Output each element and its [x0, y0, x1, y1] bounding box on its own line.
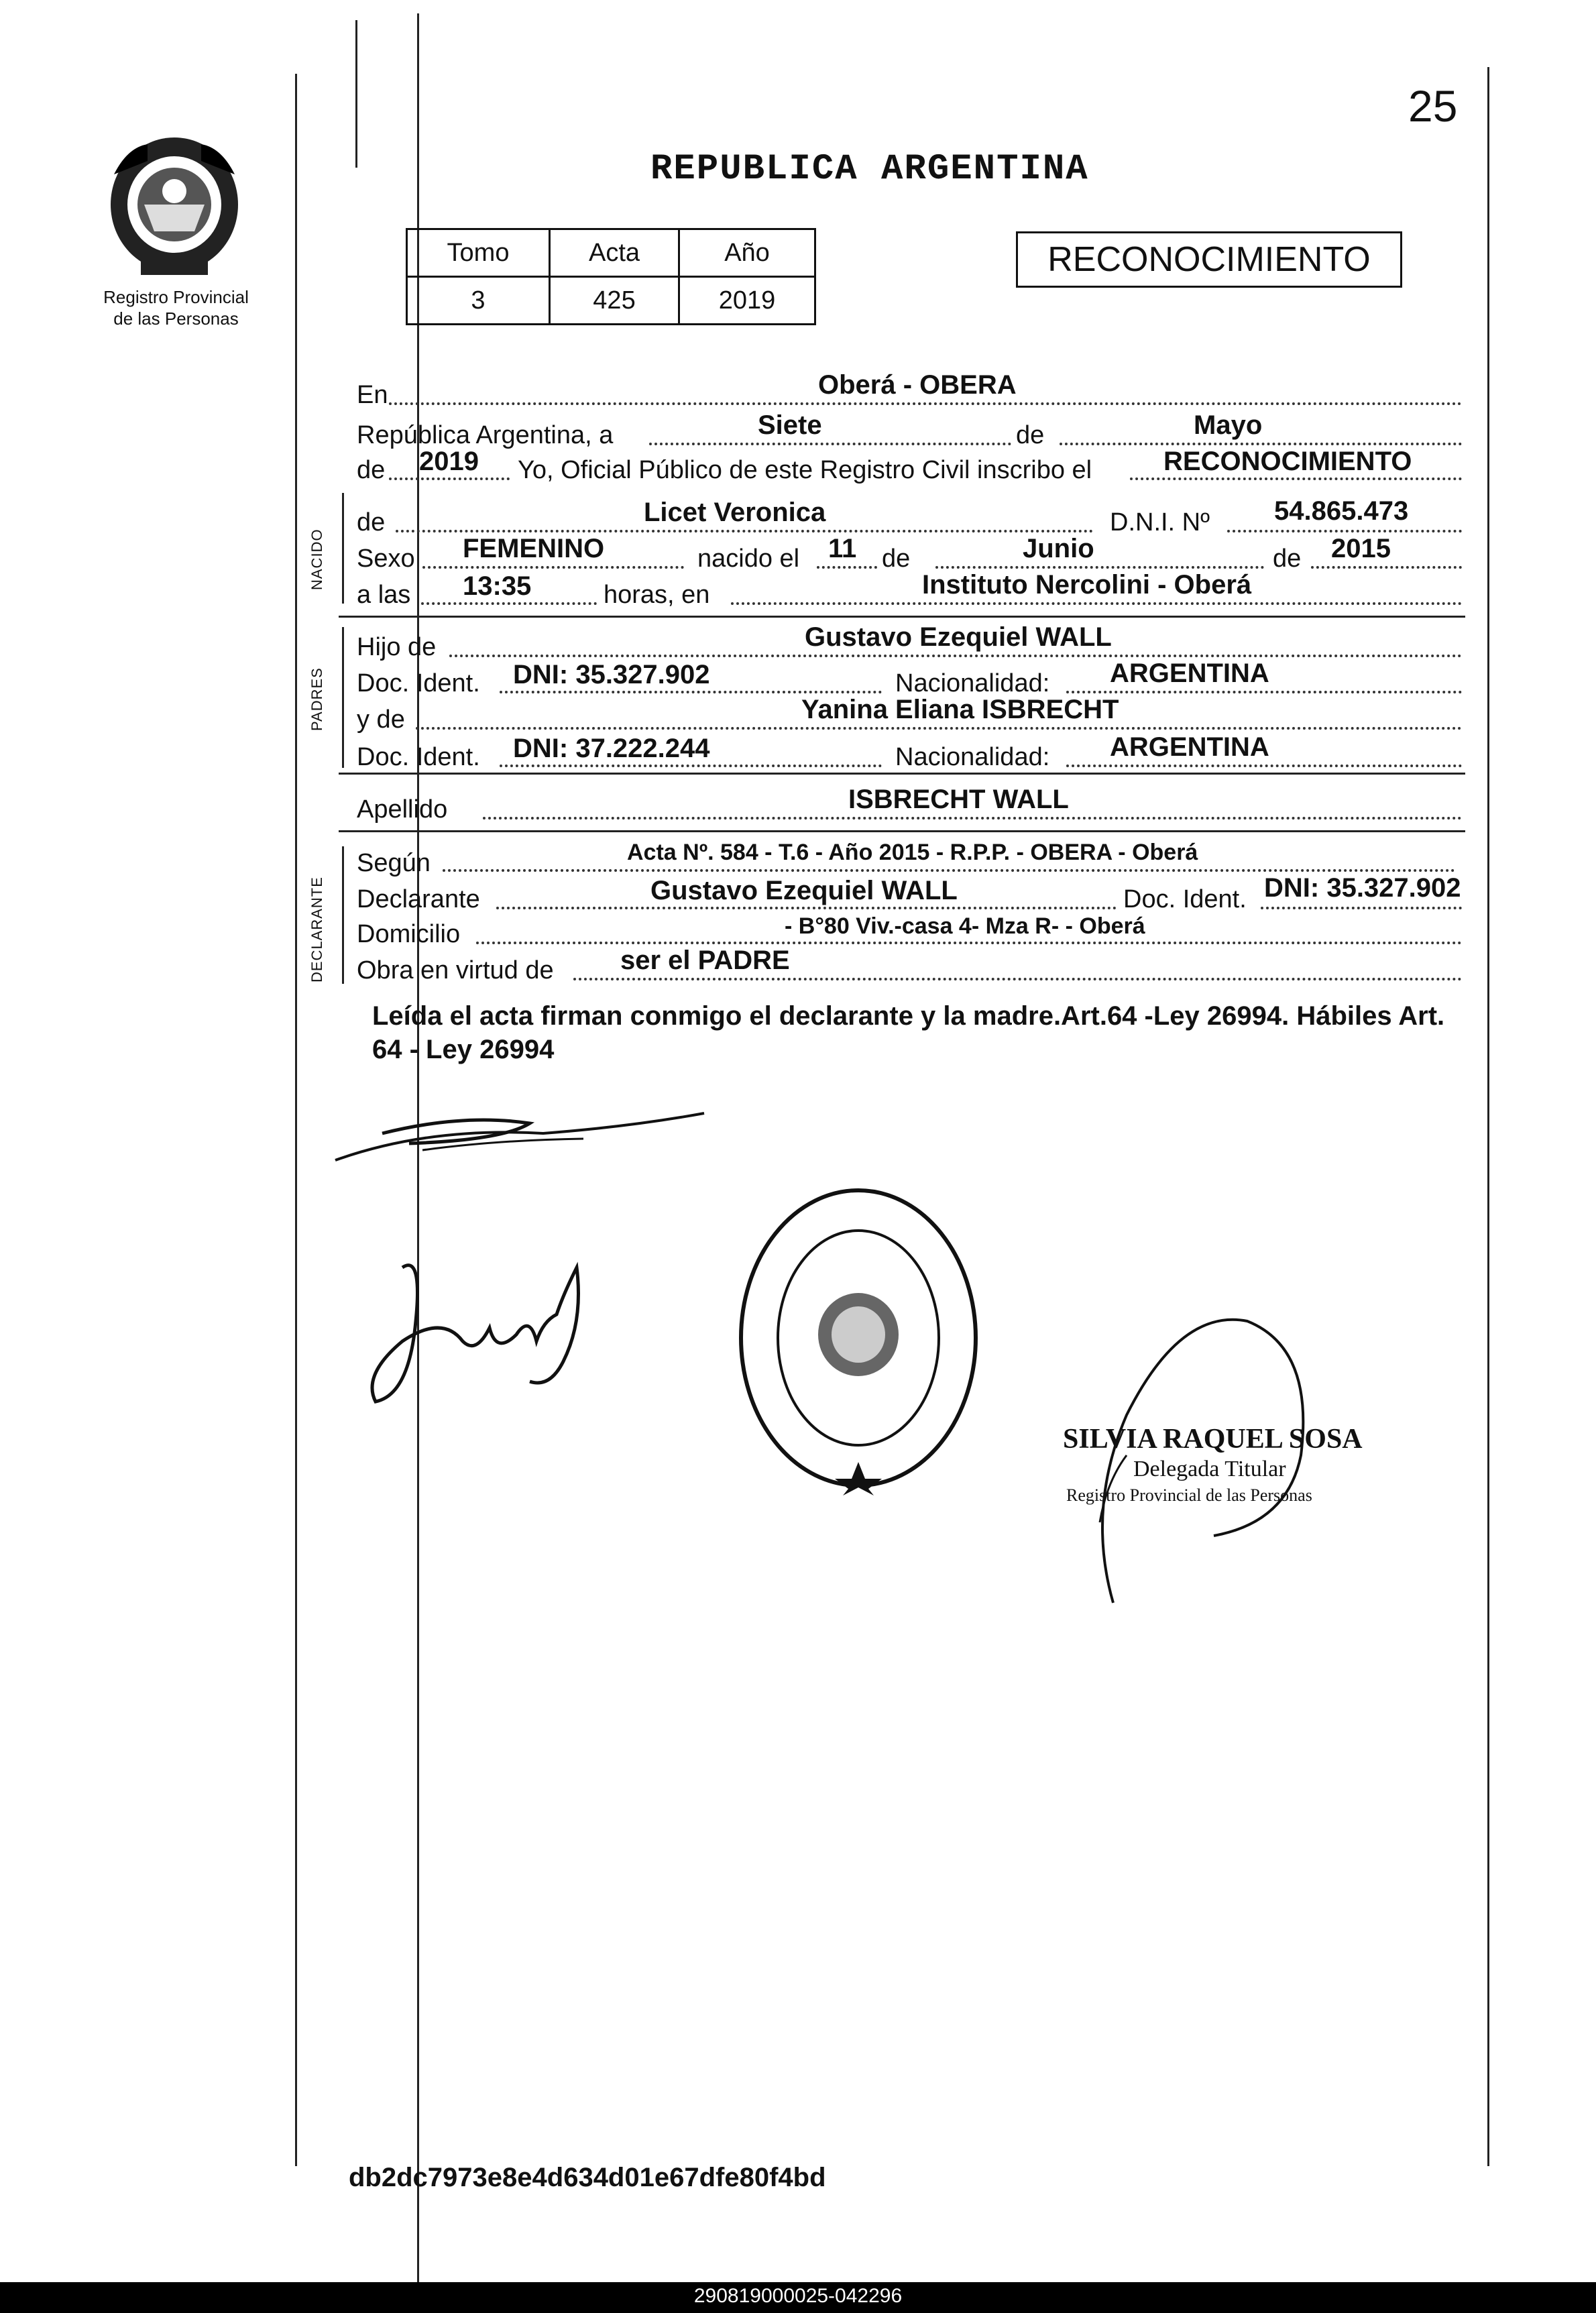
official-name: SILVIA RAQUEL SOSA	[1063, 1424, 1363, 1455]
section-divider-2	[339, 773, 1465, 775]
born-name-field	[396, 530, 1093, 532]
header-tomo: Tomo	[407, 229, 550, 277]
born-de-month-label: de	[882, 545, 911, 573]
father-name-field	[449, 655, 1462, 657]
born-name: Licet Veronica	[644, 498, 826, 527]
born-de-label: de	[357, 508, 386, 537]
born-place-field	[731, 602, 1462, 605]
place-field	[389, 402, 1462, 405]
document-hash: db2dc7973e8e4d634d01e67dfe80f4bd	[349, 2163, 826, 2192]
surname-value: ISBRECHT WALL	[848, 785, 1069, 814]
father-doc-field	[500, 691, 882, 693]
mother-nat-label: Nacionalidad:	[895, 743, 1050, 771]
born-section-label: NACIDO	[308, 528, 325, 590]
according-field	[443, 869, 1455, 872]
official-signature-icon	[1046, 1281, 1341, 1630]
month-field	[1060, 443, 1462, 445]
declarant-doc-label: Doc. Ident.	[1123, 885, 1247, 913]
value-tomo: 3	[407, 277, 550, 325]
declarant-doc: DNI: 35.327.902	[1264, 873, 1461, 903]
father-nat-label: Nacionalidad:	[895, 669, 1050, 697]
born-sex-field	[422, 566, 684, 569]
act-field	[1130, 477, 1462, 480]
value-acta: 425	[550, 277, 679, 325]
declarant-label: Declarante	[357, 885, 480, 913]
declarant-field	[496, 907, 1117, 909]
father-nat: ARGENTINA	[1110, 659, 1269, 688]
mother-nat: ARGENTINA	[1110, 732, 1269, 762]
mother-doc-field	[500, 765, 882, 767]
logo-caption-line2: de las Personas	[113, 308, 239, 329]
born-on-label: nacido el	[697, 545, 800, 573]
registry-statement: Yo, Oficial Público de este Registro Civil inscribo el	[518, 456, 1092, 484]
inner-margin-line	[355, 20, 357, 168]
left-margin-line	[295, 74, 297, 2166]
born-year-field	[1311, 566, 1462, 569]
day-field	[649, 443, 1011, 445]
son-of-label: Hijo de	[357, 633, 437, 661]
acts-label: Obra en virtud de	[357, 956, 554, 984]
father-doc: DNI: 35.327.902	[513, 660, 710, 689]
date-de-label: de	[1016, 421, 1045, 449]
born-month: Junio	[1023, 534, 1094, 563]
logo-caption-line1: Registro Provincial	[103, 287, 249, 307]
mother-name-field	[416, 727, 1462, 730]
born-day-field	[817, 566, 877, 569]
parents-section-label: PADRES	[308, 667, 325, 731]
registry-stamp	[731, 1180, 986, 1499]
date-day: Siete	[758, 410, 822, 440]
section-divider-1	[339, 616, 1465, 618]
mother-doc: DNI: 37.222.244	[513, 734, 710, 763]
declarant-section-bar	[342, 846, 344, 984]
surname-label: Apellido	[357, 795, 448, 824]
place-value: Oberá - OBERA	[818, 370, 1017, 400]
act-value: RECONOCIMIENTO	[1163, 447, 1412, 476]
born-year: 2015	[1331, 534, 1391, 563]
official-office: Registro Provincial de las Personas	[1066, 1485, 1312, 1505]
acts-field	[573, 978, 1462, 980]
value-anio: 2019	[679, 277, 815, 325]
according-label: Según	[357, 849, 431, 877]
born-dni: 54.865.473	[1274, 496, 1409, 526]
section-divider-3	[339, 830, 1465, 832]
father-doc-label: Doc. Ident.	[357, 669, 480, 697]
country-title: REPUBLICA ARGENTINA	[650, 149, 1089, 190]
place-label: En	[357, 381, 388, 409]
mother-nat-field	[1066, 765, 1462, 767]
circular-stamp-icon	[731, 1180, 986, 1496]
year-field	[389, 477, 510, 480]
address-field	[476, 942, 1462, 944]
scribble-signature-icon	[329, 1086, 718, 1180]
born-section-bar	[342, 493, 344, 604]
born-time: 13:35	[463, 571, 532, 601]
header-anio: Año	[679, 229, 815, 277]
born-hours-label: horas, en	[604, 581, 710, 609]
mother-name: Yanina Eliana ISBRECHT	[801, 695, 1119, 724]
father-name: Gustavo Ezequiel WALL	[805, 622, 1112, 652]
surname-field	[483, 817, 1462, 820]
footer-code: 290819000025-042296	[693, 2285, 903, 2307]
address-label: Domicilio	[357, 920, 461, 948]
declarant-doc-field	[1261, 907, 1462, 909]
record-table	[406, 228, 816, 325]
mother-signature	[362, 1241, 630, 1418]
and-of-label: y de	[357, 706, 405, 734]
born-day: 11	[828, 534, 857, 563]
right-margin-line	[1487, 67, 1489, 2166]
according-value: Acta Nº. 584 - T.6 - Año 2015 - R.P.P. - OBERA - Oberá	[627, 840, 1198, 865]
cursive-signature-icon	[362, 1241, 630, 1415]
province-seal-icon	[101, 134, 248, 278]
declarant-section-label: DECLARANTE	[308, 877, 325, 982]
born-time-field	[421, 602, 597, 605]
declarant-signature	[329, 1086, 718, 1184]
province-logo	[101, 134, 248, 278]
born-month-field	[935, 566, 1264, 569]
declarant-name: Gustavo Ezequiel WALL	[650, 876, 958, 905]
official-title: Delegada Titular	[1133, 1457, 1286, 1481]
address-value: - B°80 Viv.-casa 4- Mza R- - Oberá	[785, 913, 1145, 939]
page-number: 25	[1408, 81, 1458, 131]
legal-note: Leída el acta firman conmigo el declarante y la madre.Art.64 -Ley 26994. Hábiles Art. 64 - Ley 26994	[372, 1001, 1445, 1064]
father-nat-field	[1066, 691, 1462, 693]
born-sex-label: Sexo	[357, 545, 415, 573]
parents-section-bar	[342, 627, 344, 768]
acts-value: ser el PADRE	[620, 946, 790, 975]
born-sex: FEMENINO	[463, 534, 605, 563]
date-year: 2019	[419, 447, 479, 476]
date-month: Mayo	[1194, 410, 1263, 440]
record-type-box: RECONOCIMIENTO	[1016, 231, 1402, 288]
date-country-label: República Argentina, a	[357, 421, 614, 449]
year-de-label: de	[357, 456, 386, 484]
born-place: Instituto Nercolini - Oberá	[922, 570, 1252, 600]
header-acta: Acta	[550, 229, 679, 277]
born-time-label: a las	[357, 581, 411, 609]
born-dni-field	[1227, 530, 1462, 532]
born-de-year-label: de	[1273, 545, 1302, 573]
mother-doc-label: Doc. Ident.	[357, 743, 480, 771]
born-dni-label: D.N.I. Nº	[1110, 508, 1210, 537]
